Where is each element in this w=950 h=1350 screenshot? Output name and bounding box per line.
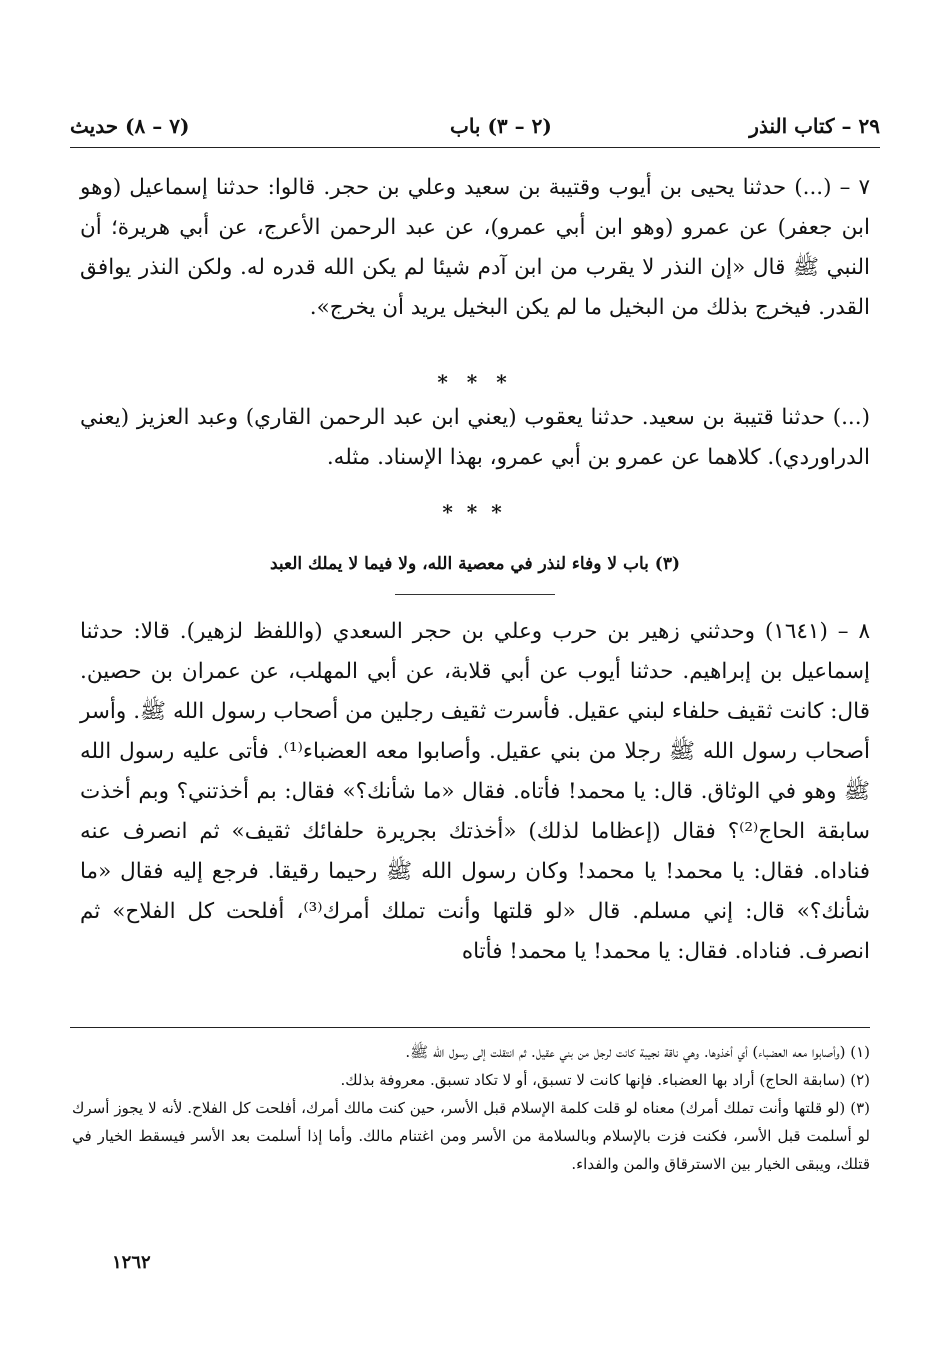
header-bab: (٢ – ٣) باب (450, 114, 552, 138)
hadith-7-variant-paragraph: (...) حدثنا قتيبة بن سعيد. حدثنا يعقوب (يعني ابن عبد الرحمن القاري) وعبد العزيز (يعني الدراوردي). كلاهما عن عمرو بن أبي عمرو، بهذا الإسناد. مثله. (80, 405, 870, 470)
footnote-2: (٢) (سابقة الحاج) أراد بها العضباء. فإنها كانت لا تسبق، أو لا تكاد تسبق. معروفة بذلك. (340, 1071, 870, 1089)
separator-asterism: * * * (442, 500, 508, 524)
header-divider (70, 147, 880, 148)
page-header (70, 112, 880, 146)
footnotes (72, 1038, 870, 1178)
header-hadith: (٧ – ٨) حديث (70, 114, 190, 138)
footnote-divider (70, 1027, 870, 1028)
page-number: ١٢٦٢ (112, 1252, 151, 1273)
section-title: (٣) باب لا وفاء لنذر في معصية الله، ولا فيما لا يملك العبد (269, 554, 681, 574)
footnote-3: (٣) (لو قلتها وأنت تملك أمرك) معناه لو قلت كلمة الإسلام قبل الأسر، حين كنت مالك أمرك، أفلحت كل الفلاح. لأنه لا يجوز أسرك لو أسلمت قبل الأسر، فكنت فزت بالإسلام وبالسلامة من الأسر ومن اغتنام مالك. وأما إذا أسلمت بعد الأسر فيسقط الخيار في قتلك، ويبقى الخيار بين الاسترقاق والمن والفداء. (72, 1099, 870, 1173)
footnote-1: (١) (وأصابوا معه العضباء) أي أخذوها. وهي ناقة نجيبة كانت لرجل من بني عقيل. ثم انتقلت إلى رسول الله ﷺ. (405, 1043, 870, 1061)
separator-stars: * * * (437, 370, 513, 394)
hadith-8-paragraph: ٨ – (١٦٤١) وحدثني زهير بن حرب وعلي بن حجر السعدي (واللفظ لزهير). قالا: حدثنا إسماعيل بن إبراهيم. حدثنا أيوب عن أبي قلابة، عن أبي المهلب، عن عمران بن حصين. قال: كانت ثقيف حلفاء لبني عقيل. فأسرت ثقيف رجلين من أصحاب رسول الله ﷺ. وأسر أصحاب رسول الله ﷺ رجلا من بني عقيل. وأصابوا معه العضباء⁽¹⁾. فأتى عليه رسول الله ﷺ وهو في الوثاق. قال: يا محمد! فأتاه. فقال «ما شأنك؟» فقال: بم أخذتني؟ وبم أخذت سابقة الحاج⁽²⁾؟ فقال (إعظاما لذلك) «أخذتك بجريرة حلفائك ثقيف» ثم انصرف عنه فناداه. فقال: يا محمد! يا محمد! وكان رسول الله ﷺ رحيما رقيقا. فرجع إليه فقال «ما شأنك؟» قال: إني مسلم. قال «لو قلتها وأنت تملك أمرك⁽³⁾، أفلحت كل الفلاح» ثم انصرف. فناداه. فقال: يا محمد! يا محمد! فأتاه (80, 619, 870, 964)
hadith-7-paragraph: ٧ – (...) حدثنا يحيى بن أيوب وقتيبة بن سعيد وعلي بن حجر. قالوا: حدثنا إسماعيل (وهو ابن جعفر) عن عمرو (وهو ابن أبي عمرو)، عن عبد الرحمن الأعرج، عن أبي هريرة؛ أن النبي ﷺ قال «إن النذر لا يقرب من ابن آدم شيئا لم يكن الله قدره له. ولكن النذر يوافق القدر. فيخرج بذلك من البخيل ما لم يكن البخيل يريد أن يخرج». (80, 175, 870, 320)
header-chapter: ٢٩ – كتاب النذر (749, 114, 880, 138)
section-divider (395, 594, 555, 595)
